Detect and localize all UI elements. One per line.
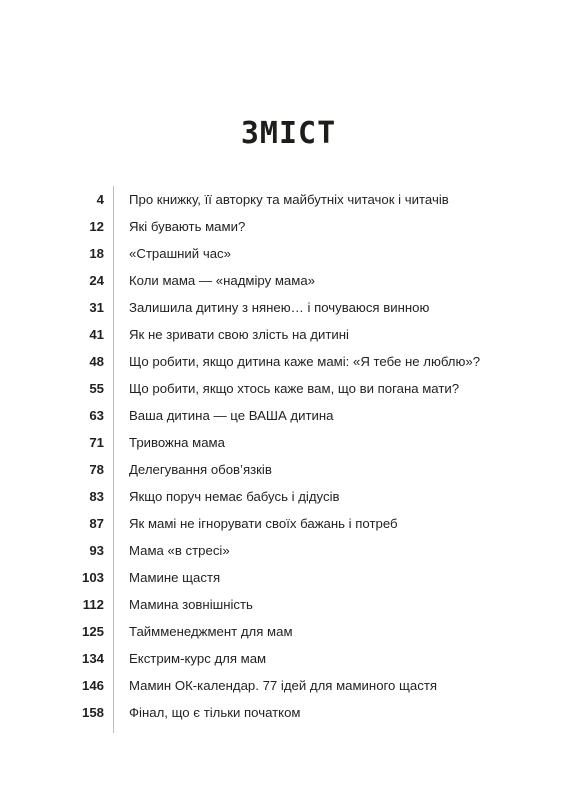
- toc-entry-title: Таймменеджмент для мам: [129, 624, 293, 639]
- toc-page-number: 125: [81, 624, 104, 639]
- toc-page-number: 18: [89, 246, 104, 261]
- table-of-contents: [0, 186, 577, 726]
- toc-entry[interactable]: [0, 213, 577, 240]
- toc-page-number: 78: [89, 462, 104, 477]
- toc-entry-title: Які бувають мами?: [129, 219, 246, 234]
- toc-page-number: 87: [89, 516, 104, 531]
- toc-entry[interactable]: [0, 402, 577, 429]
- toc-page-number: 134: [81, 651, 104, 666]
- toc-entry-title: Про книжку, її авторку та майбутніх читачок і читачів: [129, 192, 449, 207]
- toc-entry-title: Що робити, якщо хтось каже вам, що ви погана мати?: [129, 381, 460, 396]
- toc-entry-title: Якщо поруч немає бабусь і дідусів: [129, 489, 340, 504]
- toc-entry-title: Екстрим-курс для мам: [129, 651, 267, 666]
- toc-entry[interactable]: [0, 375, 577, 402]
- toc-entry-title: Мамина зовнішність: [129, 597, 253, 612]
- toc-entry-title: Мамине щастя: [129, 570, 221, 585]
- toc-page-number: 83: [89, 489, 104, 504]
- toc-entry-title: Мама «в стресі»: [129, 543, 230, 558]
- toc-page-number: 48: [89, 354, 104, 369]
- toc-entry-title: Мамин ОК-календар. 77 ідей для маминого щастя: [129, 678, 438, 693]
- toc-entry-title: Як мамі не ігнорувати своїх бажань і потреб: [129, 516, 398, 531]
- toc-entry[interactable]: [0, 591, 577, 618]
- toc-entry[interactable]: [0, 564, 577, 591]
- toc-entry-title: Коли мама — «надміру мама»: [129, 273, 315, 288]
- toc-entry-title: Делегування обов’язків: [129, 462, 272, 477]
- toc-page-number: 103: [81, 570, 104, 585]
- toc-page-number: 93: [89, 543, 104, 558]
- toc-entry[interactable]: [0, 537, 577, 564]
- toc-entry-title: «Страшний час»: [129, 246, 231, 261]
- toc-entry-title: Тривожна мама: [129, 435, 225, 450]
- toc-entry[interactable]: [0, 672, 577, 699]
- toc-entry[interactable]: [0, 483, 577, 510]
- toc-page-number: 63: [89, 408, 104, 423]
- toc-entry[interactable]: [0, 267, 577, 294]
- toc-entry-title: Що робити, якщо дитина каже мамі: «Я тебе не люблю»?: [129, 354, 481, 369]
- toc-page-number: 71: [89, 435, 104, 450]
- toc-page-number: 4: [96, 192, 104, 207]
- toc-entry[interactable]: [0, 618, 577, 645]
- toc-entry[interactable]: [0, 510, 577, 537]
- toc-entry-title: Залишила дитину з нянею… і почуваюся винною: [129, 300, 430, 315]
- toc-entry[interactable]: [0, 645, 577, 672]
- toc-entry[interactable]: [0, 348, 577, 375]
- toc-entry[interactable]: [0, 240, 577, 267]
- toc-entry[interactable]: [0, 186, 577, 213]
- toc-entry-title: Фінал, що є тільки початком: [129, 705, 301, 720]
- toc-entry-title: Ваша дитина — це ВАША дитина: [129, 408, 334, 423]
- toc-page-number: 41: [89, 327, 104, 342]
- toc-entry[interactable]: [0, 321, 577, 348]
- toc-page-number: 55: [89, 381, 104, 396]
- toc-list: [0, 186, 577, 726]
- toc-page-number: 112: [82, 597, 104, 612]
- toc-page-number: 24: [89, 273, 104, 288]
- toc-page-number: 158: [81, 705, 104, 720]
- toc-page-number: 31: [89, 300, 104, 315]
- toc-entry[interactable]: [0, 429, 577, 456]
- toc-entry[interactable]: [0, 699, 577, 726]
- toc-entry[interactable]: [0, 294, 577, 321]
- toc-entry-title: Як не зривати свою злість на дитині: [129, 327, 349, 342]
- page-title: ЗМІСТ: [240, 116, 337, 151]
- toc-entry[interactable]: [0, 456, 577, 483]
- toc-page-number: 12: [89, 219, 104, 234]
- toc-page-number: 146: [81, 678, 104, 693]
